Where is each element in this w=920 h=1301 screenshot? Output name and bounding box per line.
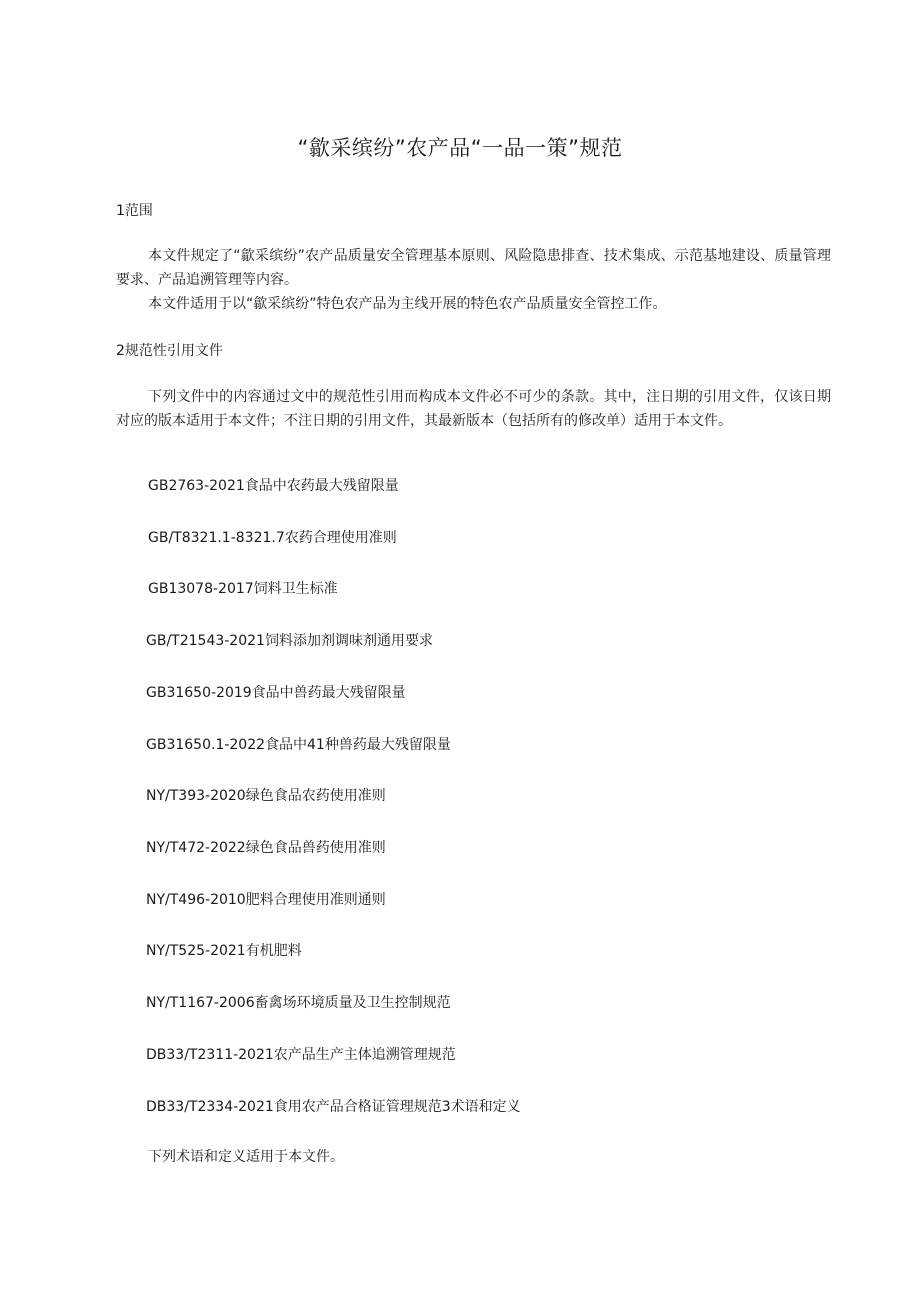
reference-item: NY/T525-2021有机肥料 [146,943,302,959]
section-3-intro: 下列术语和定义适用于本文件。 [148,1149,344,1165]
document-title: “歙采缤纷”农产品“一品一策”规范 [297,136,623,160]
section-1-heading: 1范围 [116,203,153,219]
reference-item: DB33/T2334-2021食用农产品合格证管理规范3术语和定义 [146,1099,521,1115]
reference-item: GB2763-2021食品中农药最大残留限量 [148,478,399,494]
reference-item: GB31650-2019食品中兽药最大残留限量 [146,685,406,701]
reference-item: NY/T1167-2006畜禽场环境质量及卫生控制规范 [146,995,451,1011]
reference-item: DB33/T2311-2021农产品生产主体追溯管理规范 [146,1047,456,1063]
section-2-heading: 2规范性引用文件 [116,343,223,359]
section-1-paragraph-2: 本文件适用于以“歙采缤纷”特色农产品为主线开展的特色农产品质量安全管控工作。 [148,296,667,312]
reference-item: NY/T472-2022绿色食品兽药使用准则 [146,840,386,856]
reference-item: NY/T496-2010肥料合理使用准则通则 [146,892,386,908]
section-2-intro: 下列文件中的内容通过文中的规范性引用而构成本文件必不可少的条款。其中，注日期的引用文件，仅该日期对应的版本适用于本文件；不注日期的引用文件，其最新版本（包括所有的修改单）适用于本文件。 [116,389,831,429]
reference-item: NY/T393-2020绿色食品农药使用准则 [146,788,386,804]
section-1-paragraph-1: 本文件规定了“歙采缤纷”农产品质量安全管理基本原则、风险隐患排查、技术集成、示范基地建设、质量管理要求、产品追溯管理等内容。 [116,248,831,288]
reference-item: GB/T8321.1-8321.7农药合理使用准则 [148,530,397,546]
reference-item: GB/T21543-2021饲料添加剂调味剂通用要求 [146,633,433,649]
reference-item: GB13078-2017饲料卫生标准 [148,581,338,597]
reference-item: GB31650.1-2022食品中41种兽药最大残留限量 [146,737,451,753]
